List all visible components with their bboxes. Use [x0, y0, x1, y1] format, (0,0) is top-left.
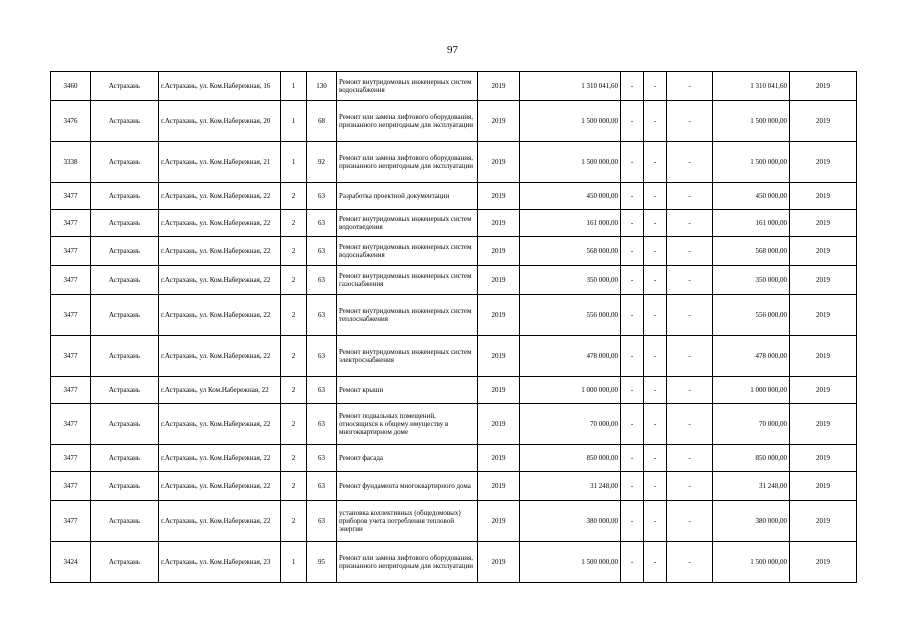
fund-cell-3: -	[667, 183, 713, 210]
total-cost-cell: 350 000,00	[713, 266, 790, 295]
apartment-count-cell: 95	[307, 542, 337, 583]
locality-cell: Астрахань	[91, 404, 159, 445]
address-cell: г.Астрахань, ул. Ком.Набережная, 22	[159, 210, 281, 237]
completion-year-cell: 2019	[790, 237, 857, 266]
fund-cell-2: -	[644, 183, 667, 210]
address-cell: г.Астрахань, ул. Ком.Набережная, 16	[159, 72, 281, 101]
table-row	[51, 501, 857, 542]
id-cell: 3424	[51, 542, 91, 583]
apartment-count-cell: 63	[307, 183, 337, 210]
fund-cell-1: -	[621, 542, 644, 583]
fund-cell-2: -	[644, 336, 667, 377]
section-count-cell: 2	[281, 237, 307, 266]
section-count-cell: 2	[281, 377, 307, 404]
table-row	[51, 101, 857, 142]
cost-cell: 1 500 000,00	[520, 101, 621, 142]
apartment-count-cell: 63	[307, 501, 337, 542]
cost-cell: 556 000,00	[520, 295, 621, 336]
work-type-cell: Разработка проектной документации	[337, 183, 478, 210]
locality-cell: Астрахань	[91, 183, 159, 210]
cost-cell: 1 000 000,00	[520, 377, 621, 404]
fund-cell-2: -	[644, 445, 667, 472]
table-row	[51, 183, 857, 210]
total-cost-cell: 478 000,00	[713, 336, 790, 377]
work-type-cell: Ремонт или замена лифтового оборудования, признанного непригодным для эксплуатации	[337, 142, 478, 183]
id-cell: 3477	[51, 336, 91, 377]
total-cost-cell: 1 500 000,00	[713, 542, 790, 583]
work-type-cell: Ремонт фасада	[337, 445, 478, 472]
locality-cell: Астрахань	[91, 72, 159, 101]
section-count-cell: 2	[281, 445, 307, 472]
fund-cell-1: -	[621, 237, 644, 266]
cost-cell: 1 310 041,60	[520, 72, 621, 101]
address-cell: г.Астрахань, ул. Ком.Набережная, 22	[159, 237, 281, 266]
apartment-count-cell: 130	[307, 72, 337, 101]
address-cell: г.Астрахань, ул. Ком.Набережная, 22	[159, 266, 281, 295]
section-count-cell: 2	[281, 472, 307, 501]
work-type-cell: Ремонт внутридомовых инженерных систем водоотведения	[337, 210, 478, 237]
total-cost-cell: 850 000,00	[713, 445, 790, 472]
apartment-count-cell: 63	[307, 445, 337, 472]
fund-cell-3: -	[667, 210, 713, 237]
fund-cell-3: -	[667, 266, 713, 295]
fund-cell-3: -	[667, 142, 713, 183]
total-cost-cell: 161 000,00	[713, 210, 790, 237]
table-row	[51, 237, 857, 266]
id-cell: 3477	[51, 237, 91, 266]
id-cell: 3477	[51, 295, 91, 336]
locality-cell: Астрахань	[91, 266, 159, 295]
year-cell: 2019	[478, 501, 520, 542]
locality-cell: Астрахань	[91, 142, 159, 183]
year-cell: 2019	[478, 101, 520, 142]
apartment-count-cell: 63	[307, 210, 337, 237]
work-type-cell: Ремонт или замена лифтового оборудования, признанного непригодным для эксплуатации	[337, 542, 478, 583]
locality-cell: Астрахань	[91, 542, 159, 583]
cost-cell: 850 000,00	[520, 445, 621, 472]
id-cell: 3477	[51, 445, 91, 472]
cost-cell: 450 000,00	[520, 183, 621, 210]
total-cost-cell: 568 000,00	[713, 237, 790, 266]
year-cell: 2019	[478, 445, 520, 472]
fund-cell-3: -	[667, 542, 713, 583]
fund-cell-1: -	[621, 336, 644, 377]
id-cell: 3477	[51, 377, 91, 404]
section-count-cell: 2	[281, 501, 307, 542]
locality-cell: Астрахань	[91, 336, 159, 377]
fund-cell-2: -	[644, 472, 667, 501]
section-count-cell: 2	[281, 210, 307, 237]
total-cost-cell: 1 500 000,00	[713, 142, 790, 183]
completion-year-cell: 2019	[790, 542, 857, 583]
completion-year-cell: 2019	[790, 210, 857, 237]
locality-cell: Астрахань	[91, 472, 159, 501]
address-cell: г.Астрахань, ул. Ком.Набережная, 23	[159, 542, 281, 583]
cost-cell: 1 500 000,00	[520, 542, 621, 583]
year-cell: 2019	[478, 72, 520, 101]
locality-cell: Астрахань	[91, 210, 159, 237]
fund-cell-1: -	[621, 72, 644, 101]
completion-year-cell: 2019	[790, 72, 857, 101]
table-row	[51, 445, 857, 472]
total-cost-cell: 70 000,00	[713, 404, 790, 445]
section-count-cell: 1	[281, 101, 307, 142]
locality-cell: Астрахань	[91, 101, 159, 142]
apartment-count-cell: 63	[307, 472, 337, 501]
locality-cell: Астрахань	[91, 377, 159, 404]
fund-cell-3: -	[667, 445, 713, 472]
fund-cell-2: -	[644, 72, 667, 101]
section-count-cell: 2	[281, 404, 307, 445]
id-cell: 3477	[51, 183, 91, 210]
apartment-count-cell: 63	[307, 404, 337, 445]
total-cost-cell: 1 000 000,00	[713, 377, 790, 404]
fund-cell-2: -	[644, 542, 667, 583]
address-cell: г.Астрахань, ул. Ком.Набережная, 22	[159, 445, 281, 472]
completion-year-cell: 2019	[790, 501, 857, 542]
capital-repair-table	[50, 71, 857, 583]
fund-cell-3: -	[667, 101, 713, 142]
section-count-cell: 2	[281, 266, 307, 295]
fund-cell-3: -	[667, 72, 713, 101]
fund-cell-3: -	[667, 404, 713, 445]
fund-cell-3: -	[667, 237, 713, 266]
work-type-cell: Ремонт внутридомовых инженерных систем водоснабжения	[337, 237, 478, 266]
total-cost-cell: 1 500 000,00	[713, 101, 790, 142]
section-count-cell: 1	[281, 142, 307, 183]
section-count-cell: 1	[281, 542, 307, 583]
fund-cell-1: -	[621, 183, 644, 210]
completion-year-cell: 2019	[790, 183, 857, 210]
id-cell: 3477	[51, 404, 91, 445]
completion-year-cell: 2019	[790, 295, 857, 336]
year-cell: 2019	[478, 377, 520, 404]
address-cell: г.Астрахань, ул. Ком.Набережная, 22	[159, 472, 281, 501]
fund-cell-3: -	[667, 472, 713, 501]
fund-cell-2: -	[644, 404, 667, 445]
fund-cell-2: -	[644, 501, 667, 542]
address-cell: г.Астрахань, ул. Ком.Набережная, 22	[159, 295, 281, 336]
year-cell: 2019	[478, 210, 520, 237]
work-type-cell: Ремонт фундамента многоквартирного дома	[337, 472, 478, 501]
total-cost-cell: 556 000,00	[713, 295, 790, 336]
id-cell: 3477	[51, 472, 91, 501]
completion-year-cell: 2019	[790, 377, 857, 404]
fund-cell-1: -	[621, 266, 644, 295]
cost-cell: 161 000,00	[520, 210, 621, 237]
apartment-count-cell: 68	[307, 101, 337, 142]
fund-cell-1: -	[621, 101, 644, 142]
page-number: 97	[447, 44, 458, 56]
apartment-count-cell: 63	[307, 295, 337, 336]
table-row	[51, 210, 857, 237]
fund-cell-2: -	[644, 377, 667, 404]
fund-cell-3: -	[667, 377, 713, 404]
section-count-cell: 1	[281, 72, 307, 101]
fund-cell-3: -	[667, 295, 713, 336]
total-cost-cell: 31 248,00	[713, 472, 790, 501]
fund-cell-3: -	[667, 336, 713, 377]
work-type-cell: Ремонт или замена лифтового оборудования, признанного непригодным для эксплуатации	[337, 101, 478, 142]
locality-cell: Астрахань	[91, 501, 159, 542]
table-row	[51, 404, 857, 445]
apartment-count-cell: 63	[307, 336, 337, 377]
cost-cell: 350 000,00	[520, 266, 621, 295]
year-cell: 2019	[478, 237, 520, 266]
fund-cell-2: -	[644, 237, 667, 266]
year-cell: 2019	[478, 142, 520, 183]
id-cell: 3477	[51, 266, 91, 295]
completion-year-cell: 2019	[790, 101, 857, 142]
table-row	[51, 295, 857, 336]
address-cell: г.Астрахань, ул. Ком.Набережная, 22	[159, 183, 281, 210]
locality-cell: Астрахань	[91, 445, 159, 472]
year-cell: 2019	[478, 404, 520, 445]
year-cell: 2019	[478, 183, 520, 210]
fund-cell-2: -	[644, 210, 667, 237]
apartment-count-cell: 63	[307, 237, 337, 266]
fund-cell-1: -	[621, 142, 644, 183]
cost-cell: 478 000,00	[520, 336, 621, 377]
table-row	[51, 377, 857, 404]
fund-cell-2: -	[644, 142, 667, 183]
total-cost-cell: 380 000,00	[713, 501, 790, 542]
cost-cell: 70 000,00	[520, 404, 621, 445]
section-count-cell: 2	[281, 336, 307, 377]
year-cell: 2019	[478, 336, 520, 377]
work-type-cell: Ремонт крыши	[337, 377, 478, 404]
total-cost-cell: 1 310 041,60	[713, 72, 790, 101]
cost-cell: 1 500 000,00	[520, 142, 621, 183]
apartment-count-cell: 92	[307, 142, 337, 183]
id-cell: 3477	[51, 501, 91, 542]
section-count-cell: 2	[281, 183, 307, 210]
address-cell: г.Астрахань, ул. Ком.Набережная, 22	[159, 501, 281, 542]
completion-year-cell: 2019	[790, 445, 857, 472]
fund-cell-1: -	[621, 472, 644, 501]
work-type-cell: установка коллективных (общедомовых) приборов учета потребления тепловой энергии	[337, 501, 478, 542]
table-row	[51, 472, 857, 501]
cost-cell: 380 000,00	[520, 501, 621, 542]
completion-year-cell: 2019	[790, 142, 857, 183]
work-type-cell: Ремонт внутридомовых инженерных систем газоснабжения	[337, 266, 478, 295]
address-cell: г.Астрахань, ул. Ком.Набережная, 20	[159, 101, 281, 142]
year-cell: 2019	[478, 472, 520, 501]
fund-cell-3: -	[667, 501, 713, 542]
table-row	[51, 266, 857, 295]
fund-cell-1: -	[621, 404, 644, 445]
id-cell: 3476	[51, 101, 91, 142]
id-cell: 3477	[51, 210, 91, 237]
fund-cell-2: -	[644, 295, 667, 336]
year-cell: 2019	[478, 295, 520, 336]
fund-cell-1: -	[621, 501, 644, 542]
completion-year-cell: 2019	[790, 472, 857, 501]
locality-cell: Астрахань	[91, 295, 159, 336]
table-row	[51, 72, 857, 101]
cost-cell: 568 000,00	[520, 237, 621, 266]
completion-year-cell: 2019	[790, 266, 857, 295]
cost-cell: 31 248,00	[520, 472, 621, 501]
fund-cell-1: -	[621, 210, 644, 237]
table-row	[51, 142, 857, 183]
id-cell: 3338	[51, 142, 91, 183]
total-cost-cell: 450 000,00	[713, 183, 790, 210]
completion-year-cell: 2019	[790, 404, 857, 445]
fund-cell-2: -	[644, 266, 667, 295]
address-cell: г.Астрахань, ул Ком.Набережная, 22	[159, 377, 281, 404]
work-type-cell: Ремонт внутридомовых инженерных систем теплоснабжения	[337, 295, 478, 336]
work-type-cell: Ремонт внутридомовых инженерных систем водоснабжения	[337, 72, 478, 101]
section-count-cell: 2	[281, 295, 307, 336]
table-row	[51, 542, 857, 583]
address-cell: г.Астрахань, ул. Ком.Набережная, 21	[159, 142, 281, 183]
work-type-cell: Ремонт подвальных помещений, относящихся к общему имуществу в многоквартирном доме	[337, 404, 478, 445]
apartment-count-cell: 63	[307, 266, 337, 295]
locality-cell: Астрахань	[91, 237, 159, 266]
completion-year-cell: 2019	[790, 336, 857, 377]
fund-cell-1: -	[621, 377, 644, 404]
apartment-count-cell: 63	[307, 377, 337, 404]
year-cell: 2019	[478, 542, 520, 583]
id-cell: 3460	[51, 72, 91, 101]
fund-cell-1: -	[621, 295, 644, 336]
work-type-cell: Ремонт внутридомовых инженерных систем электроснабжения	[337, 336, 478, 377]
address-cell: г.Астрахань, ул. Ком.Набережная, 22	[159, 336, 281, 377]
fund-cell-1: -	[621, 445, 644, 472]
fund-cell-2: -	[644, 101, 667, 142]
year-cell: 2019	[478, 266, 520, 295]
table-row	[51, 336, 857, 377]
address-cell: г.Астрахань, ул. Ком.Набережная, 22	[159, 404, 281, 445]
